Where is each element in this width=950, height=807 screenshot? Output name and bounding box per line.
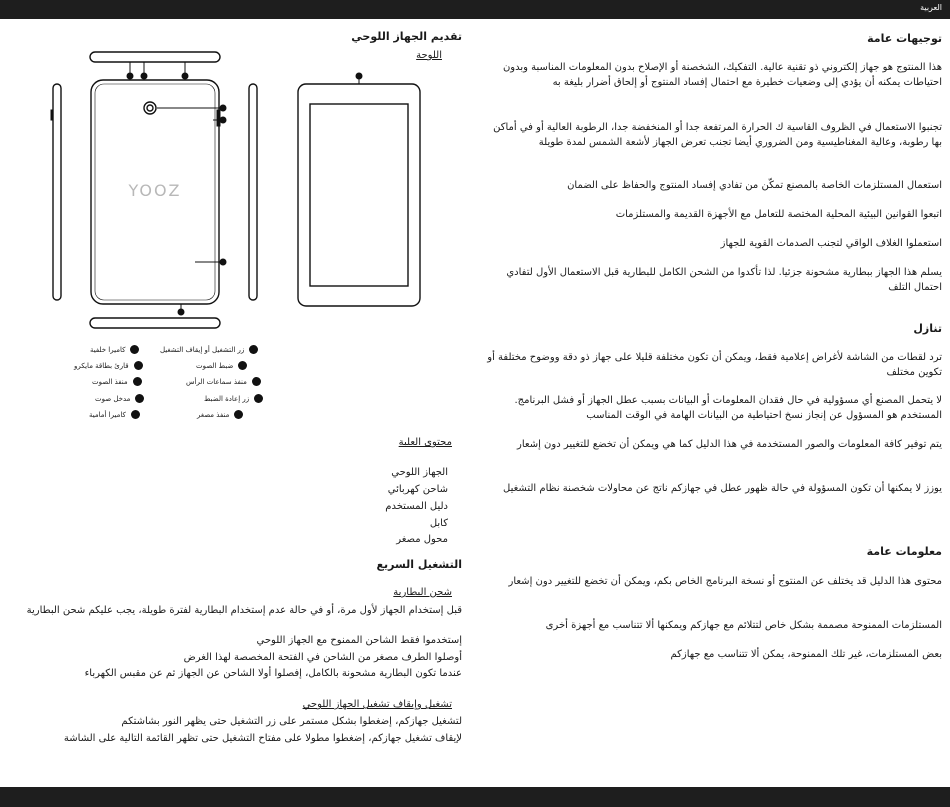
legend-bullet: [252, 377, 261, 386]
device-logo: YOOZ: [128, 181, 182, 200]
tablet-label: اللوحة: [416, 50, 442, 61]
tablet-intro-title: تقديم الجهاز اللوحي: [351, 30, 462, 43]
box-item: دليل المستخدم: [385, 501, 448, 512]
disclaimer-paragraph: يتم توفير كافة المعلومات والصور المستخدمة في هذا الدليل كما هي ويمكن أن تخضع للتغيير دون إشعار: [517, 439, 942, 450]
power-instruction: لتشغيل جهازكم، إضغطوا بشكل مستمر على زر التشغيل حتى يظهر النور بشاشتكم: [121, 716, 462, 727]
tablet-diagram: [45, 48, 465, 338]
legend-item: منفذ سماعات الرأس: [186, 377, 261, 386]
legend-bullet: [238, 361, 247, 370]
power-instruction: لإيقاف تشغيل جهازكم، إضغطوا مطولا على مفتاح التشغيل حتى تظهر القائمة التالية على الشاشة: [63, 733, 462, 744]
battery-instruction: أوصلوا الطرف مصغر من الشاحن في الفتحة المخصصة لهذا الغرض: [183, 652, 462, 663]
legend-item: زر التشغيل أو إيقاف التشغيل: [160, 345, 258, 354]
legend-bullet: [130, 345, 139, 354]
legend-item: مدخل صوت: [95, 394, 144, 403]
tablet-top-edge: [90, 52, 220, 62]
power-title: تشغيل وإيقاف تشغيل الجهاز اللوحي: [302, 699, 452, 710]
battery-instruction: إستخدموا فقط الشاحن الممنوح مع الجهاز اللوحي: [256, 635, 462, 646]
box-contents-title: محتوى العلبة: [398, 437, 452, 448]
tablet-screen: [310, 104, 408, 286]
battery-charging-title: شحن البطارية: [393, 587, 452, 598]
box-item: محول مصغر: [396, 534, 448, 545]
disclaimer-paragraph: ترد لقطات من الشاشة لأغراض إعلامية فقط، ويمكن أن تكون مختلفة قليلا على جهاز ذو دقة ووضوح مختلفة أو تكوين مختلف: [487, 352, 942, 378]
legend-item: زر إعادة الضبط: [204, 394, 263, 403]
guideline-paragraph: تجنبوا الاستعمال في الظروف القاسية ك الحرارة المرتفعة جدا أو المنخفضة جدا، الرطوبة العالية أو في أماكن بها رطوبة، وعالية المغناطيسية ومن الضروري أيضا تجنب تعرض الجهاز لأشعة الشمس لمدة طويلة: [493, 122, 942, 148]
legend-bullet: [135, 394, 144, 403]
general-info-paragraph: محتوى هذا الدليل قد يختلف عن المنتوج أو نسخة البرنامج الخاص بكم، ويمكن أن تخضع للتغيير دون إشعار: [508, 576, 942, 587]
quick-start-title: التشغيل السريع: [376, 558, 462, 571]
legend-item: كاميرا أمامية: [89, 410, 140, 419]
battery-instruction: عندما تكون البطارية مشحونة بالكامل، إفصلوا أولا الشاحن عن الجهاز ثم عن مقبس الكهرباء: [84, 668, 462, 679]
legend-item: ضبط الصوت: [196, 361, 247, 370]
general-guidelines-title: توجيهات عامة: [867, 32, 942, 45]
disclaimer-title: تنازل: [913, 322, 942, 335]
box-item: الجهاز اللوحي: [391, 467, 448, 478]
disclaimer-paragraph: لا يتحمل المصنع أي مسؤولية في حال فقدان المعلومات أو البيانات بسبب عطل الجهاز أو فشل البرنامج. المستخدم هو المسؤول عن إنجاز نسخ احتياطية من البيانات الهامة في الوقت المناسب: [514, 395, 942, 421]
guideline-paragraph: هذا المنتوج هو جهاز إلكتروني ذو تقنية عالية. التفكيك، الشخصنة أو الإصلاح بدون المعلومات المناسبة وبدون احتياطات يمكنه أن يؤدي إلى وضعيات خطيرة مع احتمال إفساد المنتوج أو إلحاق أضرار بليغة به: [502, 62, 942, 88]
legend-bullet: [134, 361, 143, 370]
legend-item: كاميرا خلفية: [90, 345, 139, 354]
guideline-paragraph: يسلم هذا الجهاز ببطارية مشحونة جزئيا. لذا تأكدوا من الشحن الكامل للبطارية قبل الاستعمال الأول لتفادي احتمال التلف: [506, 267, 942, 293]
back-camera-icon: [144, 102, 156, 114]
guideline-paragraph: استعمال المستلزمات الخاصة بالمصنع تمكّن من تفادي إفساد المنتوج والحفاظ على الضمان: [567, 180, 942, 191]
legend-bullet: [249, 345, 258, 354]
legend-item: منفذ مصغر: [197, 410, 243, 419]
tablet-bottom-edge: [90, 318, 220, 328]
legend-bullet: [254, 394, 263, 403]
guideline-paragraph: استعملوا الغلاف الواقي لتجنب الصدمات القوية للجهاز: [720, 238, 942, 249]
top-bar: [0, 0, 950, 19]
legend-bullet: [133, 377, 142, 386]
legend-bullet: [131, 410, 140, 419]
battery-instruction: قبل إستخدام الجهاز لأول مرة، أو في حالة عدم إستخدام البطارية لفترة طويلة، يجب عليكم شحن البطارية: [26, 605, 462, 616]
legend-item: منفذ الصوت: [92, 377, 142, 386]
tablet-front: [298, 84, 420, 306]
bottom-bar: [0, 787, 950, 807]
legend-item: قارئ بطاقة مايكرو: [74, 361, 143, 370]
disclaimer-paragraph: يوزز لا يمكنها أن تكون المسؤولة في حالة ظهور عطل في جهازكم ناتج عن محاولات شخصنة نظام التشغيل: [503, 483, 942, 494]
legend-bullet: [234, 410, 243, 419]
general-info-paragraph: المستلزمات الممنوحة مصممة بشكل خاص لتتلائم مع جهازكم ويمكنها ألا تتناسب مع أجهزة أخرى: [545, 620, 942, 631]
general-info-paragraph: بعض المستلزمات، غير تلك الممنوحة، يمكن ألا تتناسب مع جهازكم: [670, 649, 942, 660]
language-label: العربية: [920, 3, 942, 12]
box-item: كابل: [429, 518, 448, 529]
general-info-title: معلومات عامة: [866, 545, 942, 558]
tablet-left-side: [53, 84, 61, 300]
tablet-right-side: [249, 84, 257, 300]
guideline-paragraph: اتبعوا القوانين البيئية المحلية المختصة للتعامل مع الأجهزة القديمة والمستلزمات: [615, 209, 942, 220]
box-item: شاحن كهربائي: [387, 484, 448, 495]
